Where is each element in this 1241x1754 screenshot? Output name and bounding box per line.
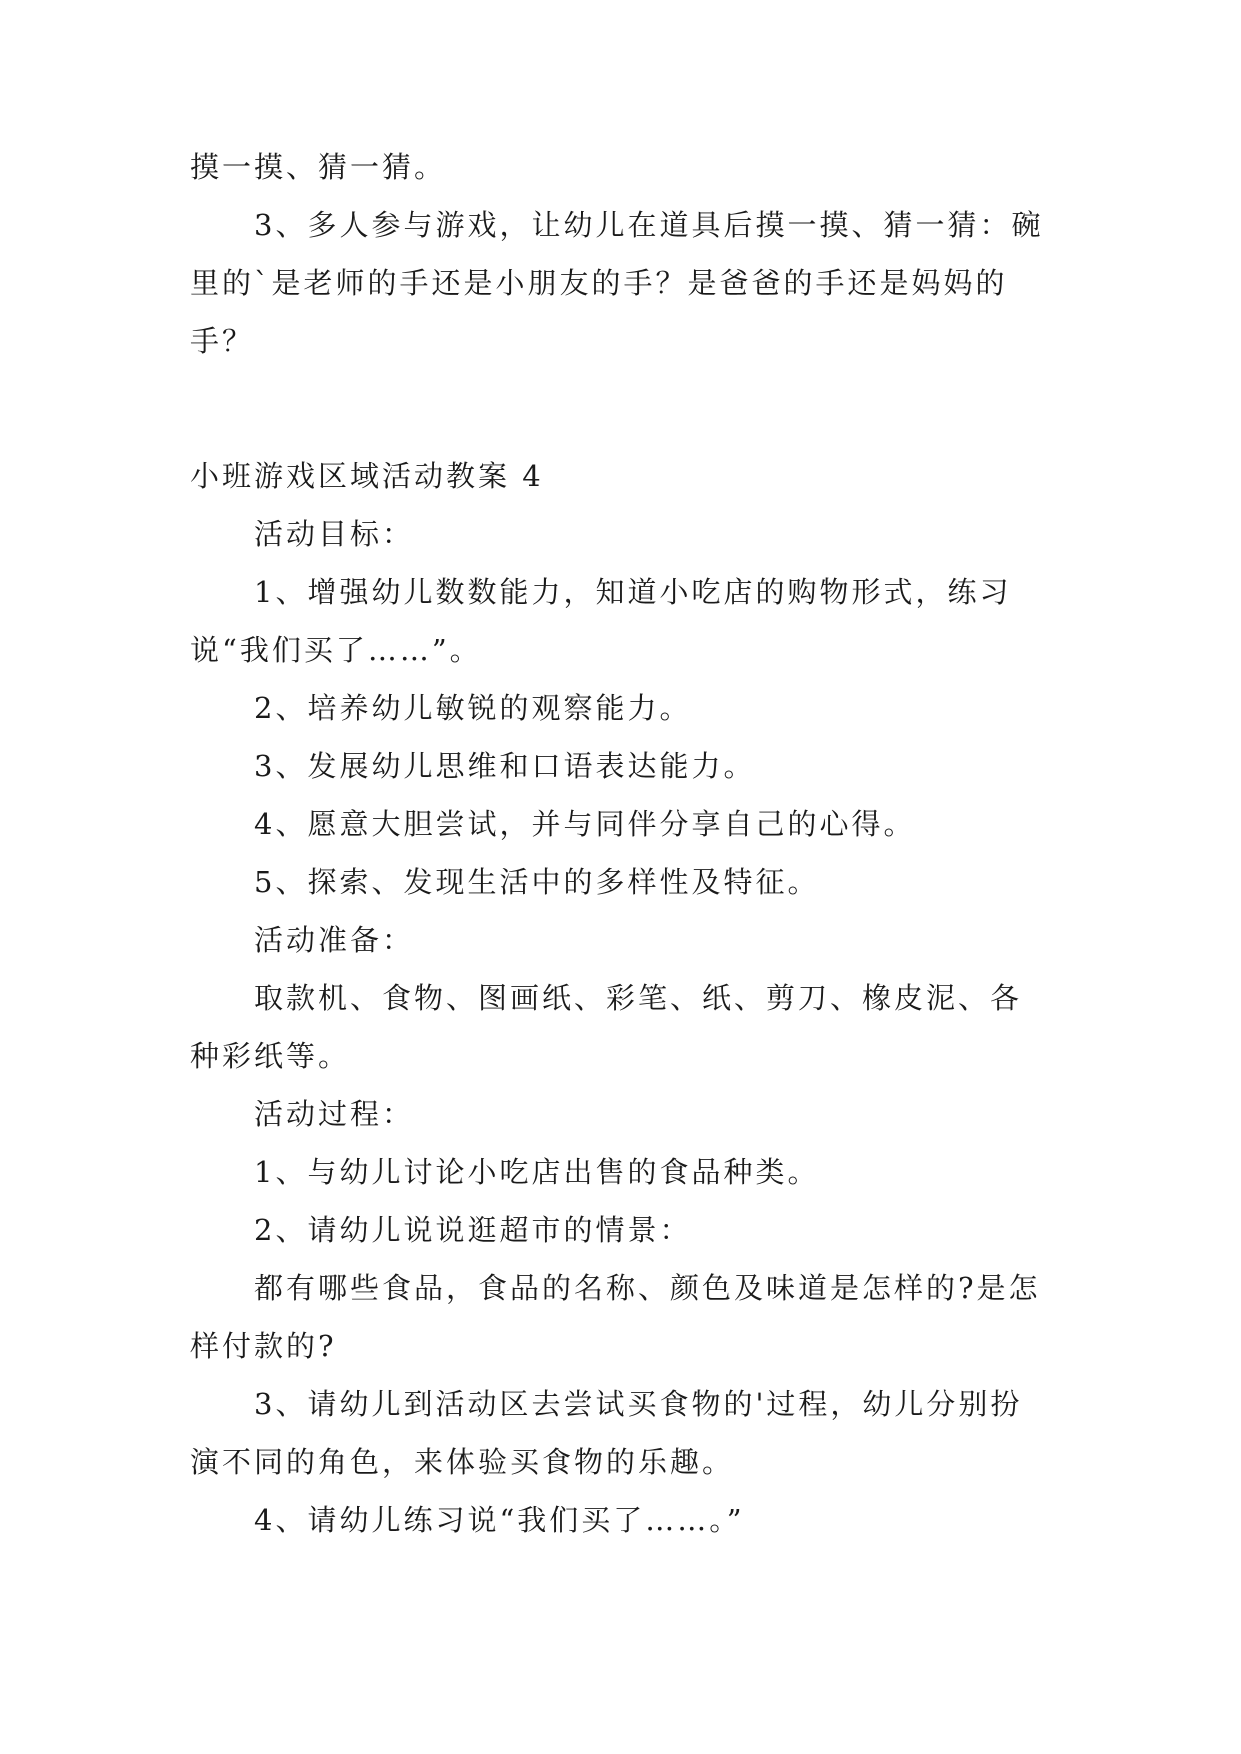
process-step: 1、与幼儿讨论小吃店出售的食品种类。 <box>254 1155 820 1189</box>
paragraph-continuation: 摸一摸、猜一猜。 <box>190 150 447 184</box>
section-title: 小班游戏区域活动教案 4 <box>190 459 544 493</box>
process-step: 4、请幼儿练习说“我们买了……。” <box>254 1503 745 1537</box>
process-step: 3、请幼儿到活动区去尝试买食物的'过程，幼儿分别扮演不同的角色，来体验买食物的乐趣。 <box>190 1387 1023 1479</box>
goal-item: 5、探索、发现生活中的多样性及特征。 <box>254 865 820 899</box>
prep-text: 取款机、食物、图画纸、彩笔、纸、剪刀、橡皮泥、各种彩纸等。 <box>190 981 1023 1073</box>
paragraph-game-step-3: 3、多人参与游戏，让幼儿在道具后摸一摸、猜一猜：碗里的`是老师的手还是小朋友的手？是爸爸的手还是妈妈的手？ <box>190 208 1044 358</box>
goal-item: 2、培养幼儿敏锐的观察能力。 <box>254 691 692 725</box>
section-4 <box>190 447 1052 1549</box>
process-step-detail: 都有哪些食品，食品的名称、颜色及味道是怎样的?是怎样付款的? <box>190 1271 1041 1363</box>
prep-heading: 活动准备： <box>254 923 415 957</box>
document-body <box>190 138 1052 370</box>
goal-item: 1、增强幼儿数数能力，知道小吃店的购物形式，练习说“我们买了……”。 <box>190 575 1012 667</box>
process-step: 2、请幼儿说说逛超市的情景： <box>254 1213 692 1247</box>
goal-item: 4、愿意大胆尝试，并与同伴分享自己的心得。 <box>254 807 916 841</box>
process-heading: 活动过程： <box>254 1097 415 1131</box>
goals-heading: 活动目标： <box>254 517 415 551</box>
goal-item: 3、发展幼儿思维和口语表达能力。 <box>254 749 756 783</box>
